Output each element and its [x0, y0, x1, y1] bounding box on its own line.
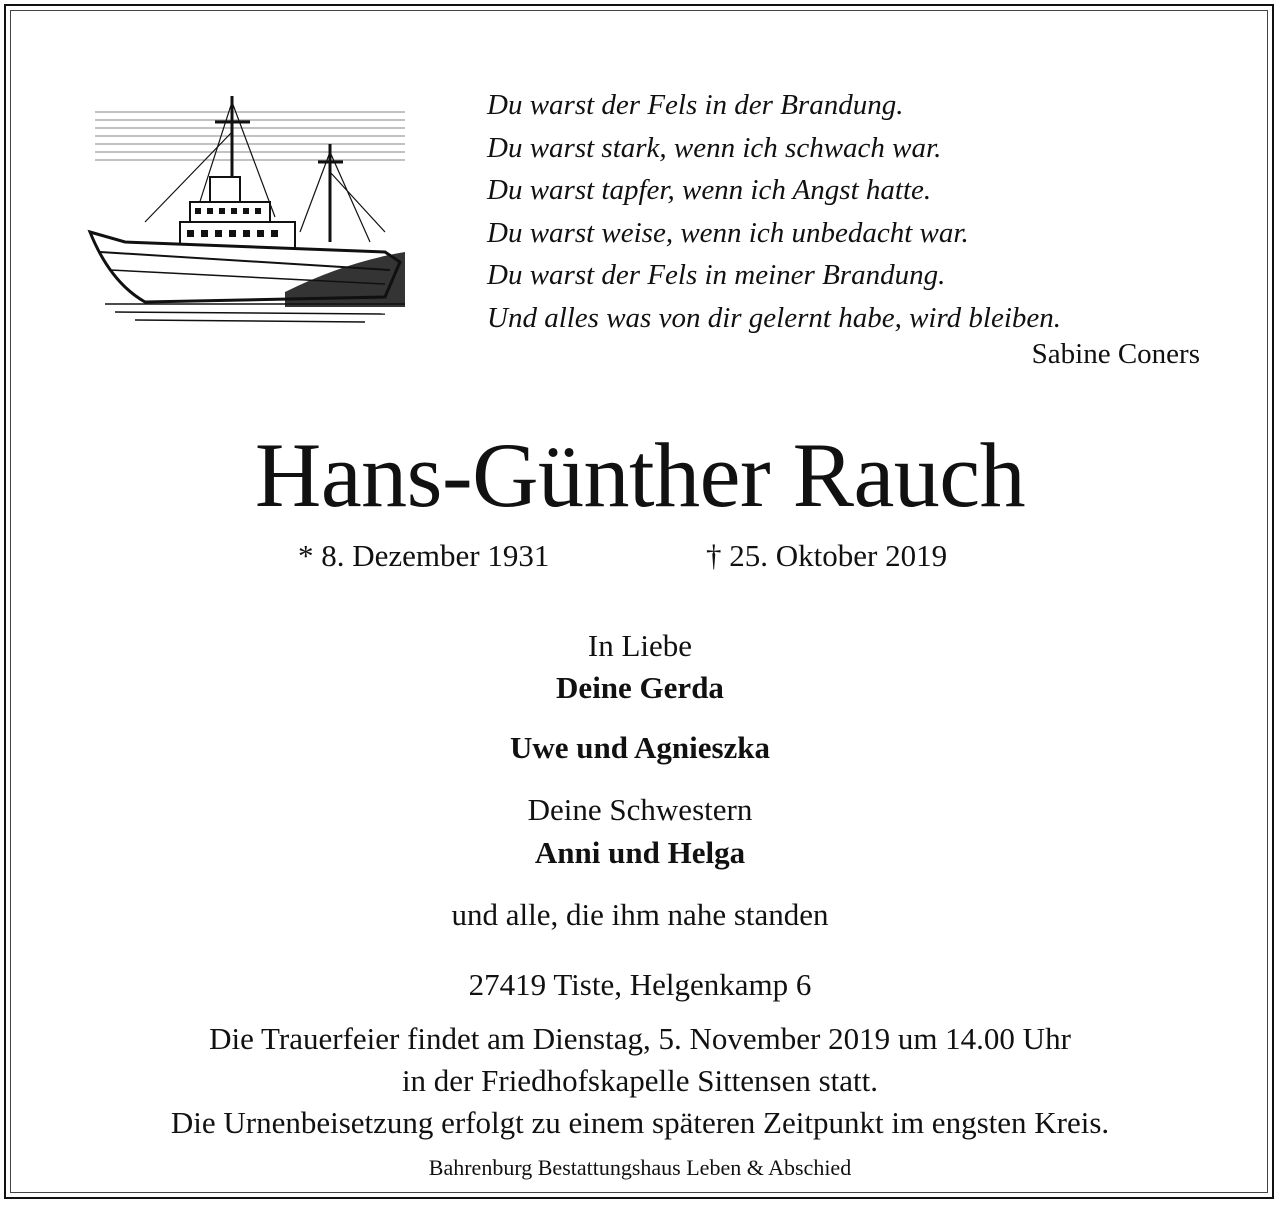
death-date: † 25. Oktober 2019: [706, 538, 948, 573]
address: 27419 Tiste, Helgenkamp 6: [468, 967, 812, 1002]
mourner-children: Uwe und Agnieszka: [509, 730, 771, 765]
ship-icon: [85, 92, 415, 332]
poem: [487, 84, 1207, 339]
poem-line: Du warst tapfer, wenn ich Angst hatte.: [487, 174, 932, 206]
mourner-spouse: Deine Gerda: [556, 670, 724, 705]
service-line-1: Die Trauerfeier findet am Dienstag, 5. November 2019 um 14.00 Uhr: [209, 1021, 1071, 1056]
poem-line: Du warst stark, wenn ich schwach war.: [487, 131, 942, 164]
deceased-name: Hans-Günther Rauch: [254, 424, 1026, 526]
mourners-intro: In Liebe: [587, 628, 693, 663]
service-line-2: in der Friedhofskapelle Sittensen statt.: [401, 1063, 879, 1098]
poem-line: Und alles was von dir gelernt habe, wird bleiben.: [487, 301, 1062, 334]
birth-date: * 8. Dezember 1931: [298, 538, 550, 573]
poem-line: Du warst weise, wenn ich unbedacht war.: [487, 216, 969, 249]
poem-line: Du warst der Fels in meiner Brandung.: [487, 259, 946, 291]
mourner-siblings-label: Deine Schwestern: [527, 792, 753, 827]
poem-author: Sabine Coners: [1031, 338, 1200, 370]
funeral-home: Bahrenburg Bestattungshaus Leben & Abschied: [428, 1155, 852, 1180]
mourner-siblings: Anni und Helga: [534, 835, 746, 870]
mourner-others: und alle, die ihm nahe standen: [451, 897, 829, 932]
poem-line: Du warst der Fels in der Brandung.: [487, 89, 904, 121]
service-line-3: Die Urnenbeisetzung erfolgt zu einem späteren Zeitpunkt im engsten Kreis.: [170, 1105, 1110, 1140]
